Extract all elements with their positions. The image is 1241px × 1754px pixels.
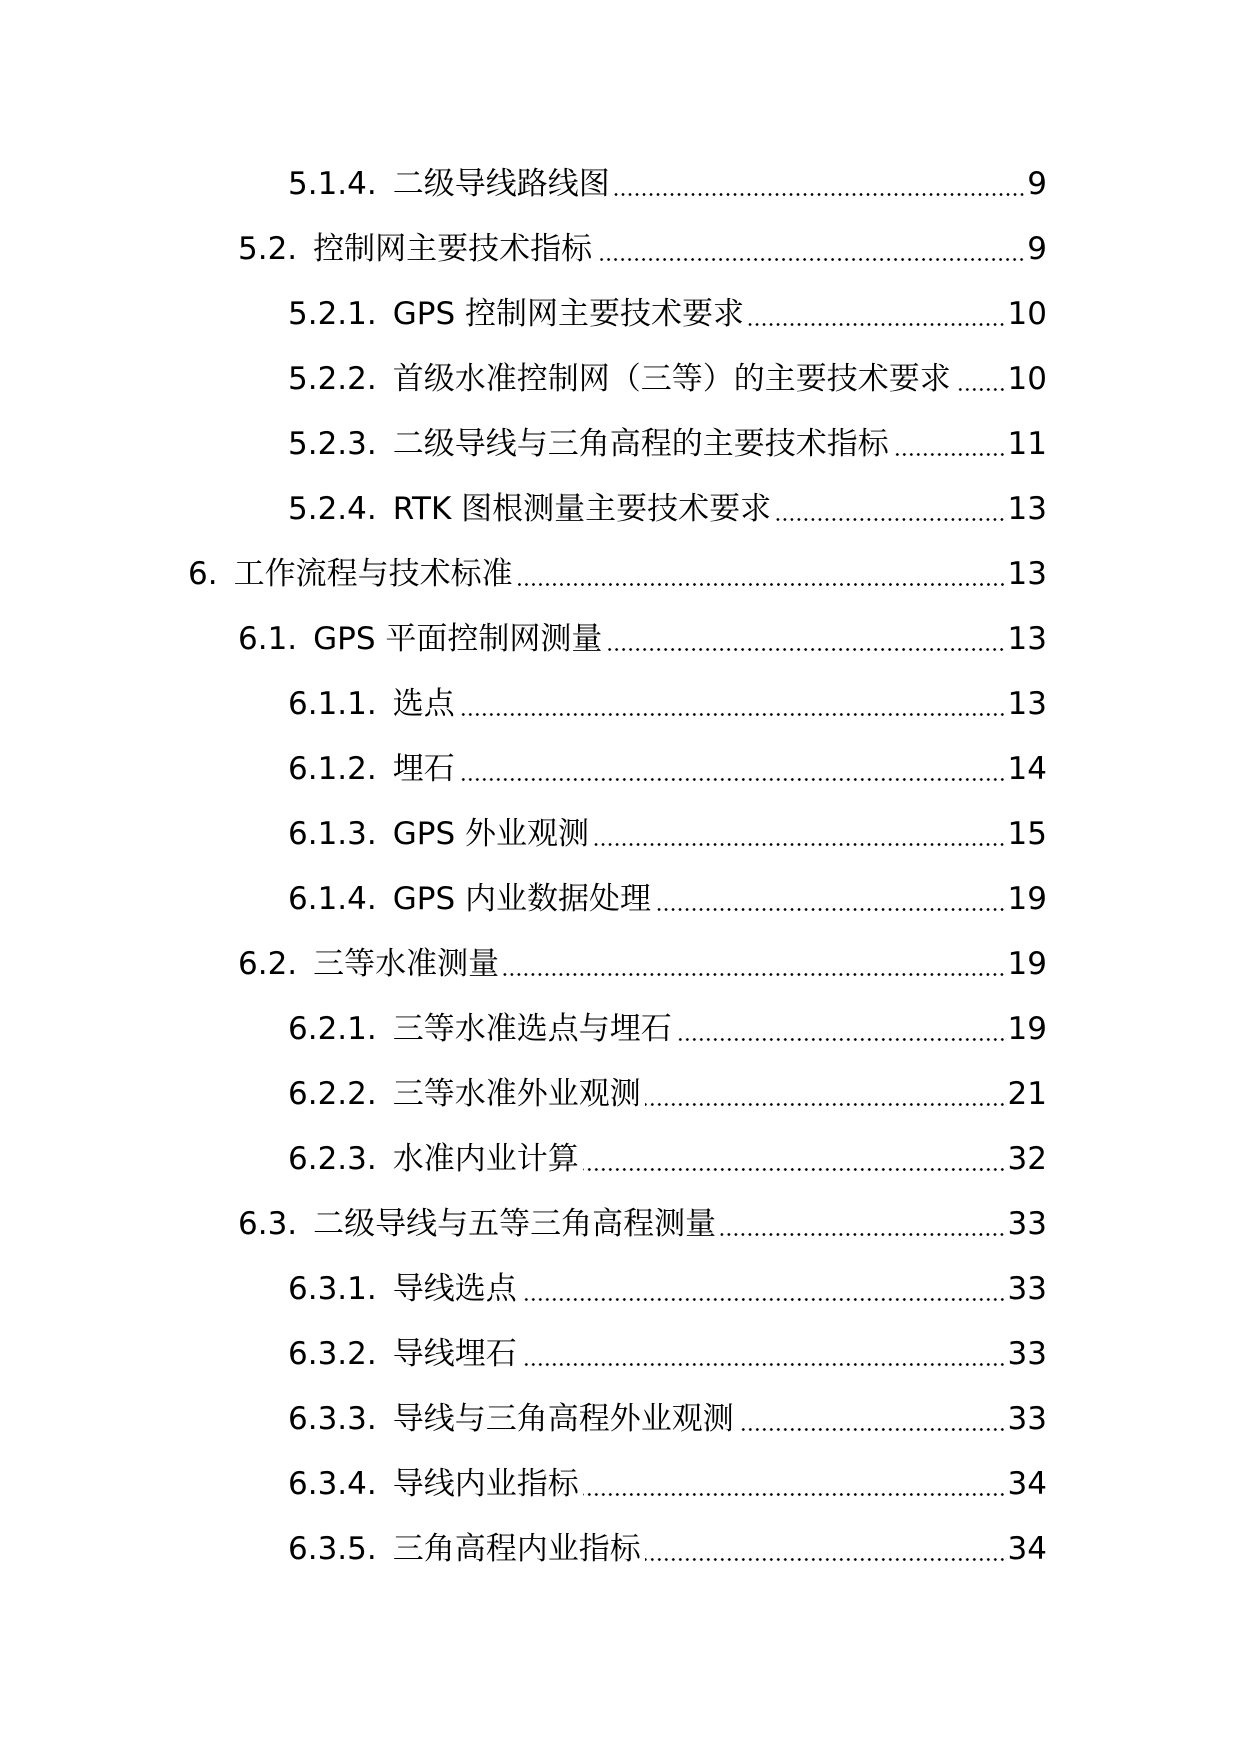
toc-entry-number: 6.3.4. <box>288 1466 377 1502</box>
toc-dot-leader <box>459 778 1006 781</box>
toc-entry-content <box>288 426 1047 462</box>
toc-entry[interactable] <box>0 217 1241 282</box>
toc-entry-number: 6.3.2. <box>288 1336 377 1372</box>
toc-entry-number: 6. <box>188 556 218 592</box>
toc-entry-content <box>288 881 1047 917</box>
toc-entry-number: 5.2.3. <box>288 426 377 462</box>
toc-entry[interactable] <box>0 347 1241 412</box>
toc-entry[interactable] <box>0 1127 1241 1192</box>
toc-entry[interactable] <box>0 1322 1241 1387</box>
toc-dot-leader <box>606 648 1005 651</box>
toc-entry[interactable] <box>0 1062 1241 1127</box>
toc-entry[interactable] <box>0 997 1241 1062</box>
toc-entry-content <box>288 1271 1047 1307</box>
toc-entry-title: 三角高程内业指标 <box>392 1531 641 1567</box>
toc-entry-content <box>288 1141 1047 1177</box>
toc-entry-title: 控制网主要技术指标 <box>313 231 593 267</box>
toc-entry-number: 6.2.1. <box>288 1011 377 1047</box>
toc-entry-content <box>288 1466 1047 1502</box>
toc-dot-leader <box>593 843 1006 846</box>
toc-entry-page-number: 9 <box>1027 166 1047 202</box>
toc-dot-leader <box>583 1168 1006 1171</box>
toc-entry-page-number: 19 <box>1007 946 1047 982</box>
toc-dot-leader <box>645 1558 1006 1561</box>
toc-entry-content <box>288 491 1047 527</box>
toc-entry-number: 5.2.1. <box>288 296 377 332</box>
toc-dot-leader <box>583 1493 1006 1496</box>
toc-entry-page-number: 10 <box>1007 361 1047 397</box>
toc-entry[interactable] <box>0 672 1241 737</box>
toc-entry-number: 5.2.2. <box>288 361 377 397</box>
toc-entry-title: 工作流程与技术标准 <box>233 556 513 592</box>
toc-entry-title: 二级导线路线图 <box>392 166 610 202</box>
toc-entry-content <box>238 946 1047 982</box>
toc-entry-number: 6.1.1. <box>288 686 377 722</box>
toc-dot-leader <box>955 388 1006 391</box>
toc-entry[interactable] <box>0 802 1241 867</box>
toc-dot-leader <box>596 258 1025 261</box>
toc-entry-title: GPS 外业观测 <box>392 816 589 852</box>
toc-entry-page-number: 34 <box>1007 1466 1047 1502</box>
toc-entry-number: 5.2.4. <box>288 491 377 527</box>
toc-entry-page-number: 15 <box>1007 816 1047 852</box>
toc-dot-leader <box>775 518 1005 521</box>
toc-entry[interactable] <box>0 867 1241 932</box>
toc-entry-content <box>288 296 1047 332</box>
toc-entry-content <box>288 816 1047 852</box>
toc-dot-leader <box>517 583 1006 586</box>
toc-entry-page-number: 21 <box>1007 1076 1047 1112</box>
toc-entry-page-number: 33 <box>1007 1271 1047 1307</box>
toc-entry-title: 三等水准外业观测 <box>392 1076 641 1112</box>
toc-entry-number: 6.1.4. <box>288 881 377 917</box>
toc-entry-content <box>288 361 1047 397</box>
toc-entry-content <box>238 1206 1047 1242</box>
toc-entry-number: 6.3.5. <box>288 1531 377 1567</box>
toc-dot-leader <box>738 1428 1006 1431</box>
toc-entry[interactable] <box>0 1517 1241 1582</box>
toc-dot-leader <box>459 713 1006 716</box>
toc-entry-title: 埋石 <box>392 751 455 787</box>
toc-entry-title: GPS 平面控制网测量 <box>313 621 603 657</box>
toc-entry-content <box>288 751 1047 787</box>
toc-entry-content <box>288 1401 1047 1437</box>
toc-dot-leader <box>645 1103 1006 1106</box>
toc-entry-title: 二级导线与五等三角高程测量 <box>313 1206 717 1242</box>
toc-entry-title: 三等水准选点与埋石 <box>392 1011 672 1047</box>
toc-entry-title: 二级导线与三角高程的主要技术指标 <box>392 426 889 462</box>
toc-entry-content <box>238 621 1047 657</box>
toc-entry-page-number: 33 <box>1007 1206 1047 1242</box>
table-of-contents <box>0 152 1241 1582</box>
toc-entry-number: 6.1.3. <box>288 816 377 852</box>
toc-entry-content <box>288 1531 1047 1567</box>
toc-entry-number: 5.2. <box>238 231 298 267</box>
toc-entry[interactable] <box>0 737 1241 802</box>
toc-entry-page-number: 19 <box>1007 881 1047 917</box>
toc-entry-page-number: 13 <box>1007 556 1047 592</box>
toc-entry-number: 6.3. <box>238 1206 298 1242</box>
toc-entry-number: 6.2.2. <box>288 1076 377 1112</box>
toc-entry[interactable] <box>0 152 1241 217</box>
toc-entry-page-number: 19 <box>1007 1011 1047 1047</box>
toc-entry-title: 导线与三角高程外业观测 <box>392 1401 734 1437</box>
toc-entry-content <box>288 1336 1047 1372</box>
toc-entry[interactable] <box>0 1387 1241 1452</box>
toc-entry-content <box>288 1076 1047 1112</box>
toc-entry-page-number: 9 <box>1027 231 1047 267</box>
toc-entry-title: GPS 内业数据处理 <box>392 881 651 917</box>
toc-entry-page-number: 13 <box>1007 621 1047 657</box>
toc-entry-page-number: 14 <box>1007 751 1047 787</box>
toc-entry-title: 首级水准控制网（三等）的主要技术要求 <box>392 361 951 397</box>
toc-entry-page-number: 33 <box>1007 1336 1047 1372</box>
toc-entry-title: 导线内业指标 <box>392 1466 579 1502</box>
toc-dot-leader <box>720 1233 1005 1236</box>
toc-dot-leader <box>655 908 1006 911</box>
toc-entry-title: RTK 图根测量主要技术要求 <box>392 491 772 527</box>
toc-entry-title: GPS 控制网主要技术要求 <box>392 296 744 332</box>
toc-dot-leader <box>503 973 1005 976</box>
toc-dot-leader <box>521 1298 1006 1301</box>
toc-entry-number: 6.3.3. <box>288 1401 377 1437</box>
toc-entry[interactable] <box>0 1257 1241 1322</box>
toc-entry-content <box>288 1011 1047 1047</box>
toc-entry-content <box>288 686 1047 722</box>
toc-entry[interactable] <box>0 477 1241 542</box>
toc-entry[interactable] <box>0 542 1241 607</box>
toc-dot-leader <box>893 453 1006 456</box>
toc-entry-number: 6.2.3. <box>288 1141 377 1177</box>
toc-entry[interactable] <box>0 1192 1241 1257</box>
toc-entry-page-number: 13 <box>1007 686 1047 722</box>
toc-entry-page-number: 33 <box>1007 1401 1047 1437</box>
toc-entry[interactable] <box>0 412 1241 477</box>
toc-entry[interactable] <box>0 282 1241 347</box>
toc-entry-number: 6.2. <box>238 946 298 982</box>
toc-entry-number: 6.1. <box>238 621 298 657</box>
toc-dot-leader <box>748 323 1006 326</box>
toc-entry-page-number: 32 <box>1007 1141 1047 1177</box>
toc-entry-title: 导线选点 <box>392 1271 517 1307</box>
toc-dot-leader <box>614 193 1026 196</box>
toc-entry-title: 水准内业计算 <box>392 1141 579 1177</box>
toc-entry-content <box>188 556 1047 592</box>
toc-entry-page-number: 10 <box>1007 296 1047 332</box>
toc-entry-content <box>288 166 1047 202</box>
toc-dot-leader <box>676 1038 1006 1041</box>
toc-entry-title: 选点 <box>392 686 455 722</box>
toc-entry-page-number: 11 <box>1007 426 1047 462</box>
toc-entry[interactable] <box>0 932 1241 997</box>
toc-entry[interactable] <box>0 607 1241 672</box>
toc-entry-page-number: 13 <box>1007 491 1047 527</box>
toc-entry-page-number: 34 <box>1007 1531 1047 1567</box>
toc-entry-content <box>238 231 1047 267</box>
toc-entry-title: 三等水准测量 <box>313 946 500 982</box>
toc-entry-number: 6.1.2. <box>288 751 377 787</box>
toc-dot-leader <box>521 1363 1006 1366</box>
toc-entry-number: 6.3.1. <box>288 1271 377 1307</box>
toc-entry-number: 5.1.4. <box>288 166 377 202</box>
toc-entry[interactable] <box>0 1452 1241 1517</box>
toc-entry-title: 导线埋石 <box>392 1336 517 1372</box>
